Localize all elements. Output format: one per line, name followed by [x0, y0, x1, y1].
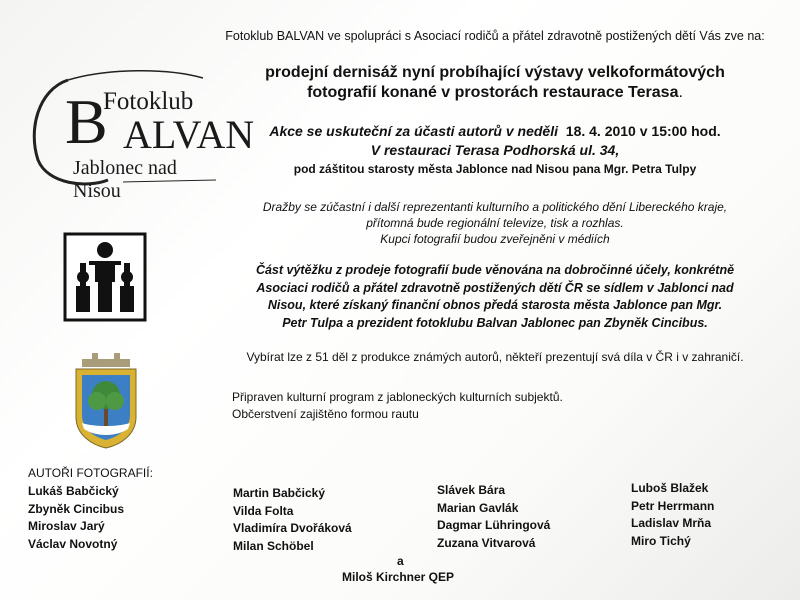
- event-date-line: [215, 123, 775, 139]
- charity-line-1: Část výtěžku z prodeje fotografií bude věnována na dobročinné účely, konkrétně: [255, 263, 735, 277]
- author-name: Dagmar Lühringová: [437, 518, 551, 532]
- author-name: Martin Babčický: [233, 486, 326, 500]
- logo-big-letter: B: [65, 86, 108, 157]
- author-name-last: Miloš Kirchner QEP: [342, 570, 455, 584]
- author-name: Václav Novotný: [28, 536, 118, 551]
- author-name: Miro Tichý: [631, 533, 691, 548]
- auction-info: [215, 199, 775, 247]
- selection-info: Vybírat lze z 51 děl z produkce známých autorů, někteří prezentují svá díla v ČR i v zahraničí.: [246, 350, 744, 364]
- author-name: Marian Gavlák: [437, 500, 519, 515]
- authors-column-2: [233, 485, 352, 555]
- fotoklub-balvan-logo: [28, 60, 255, 202]
- event-venue: V restauraci Terasa Podhorská ul. 34,: [370, 142, 620, 158]
- authors-column-4: [631, 480, 714, 550]
- author-name: Vilda Folta: [233, 503, 294, 518]
- event-patronage: pod záštitou starosty města Jablonce nad Nisou pana Mgr. Petra Tulpy: [293, 162, 697, 176]
- charity-line-3: Nisou, které získaný finanční obnos předá starosta města Jablonce pan Mgr.: [267, 298, 723, 312]
- authors-title: AUTOŘI FOTOGRAFIÍ:: [28, 466, 153, 480]
- authors-and: a: [397, 554, 404, 568]
- author-name: Slávek Bára: [437, 483, 506, 497]
- author-name: Petr Herrmann: [631, 498, 715, 513]
- auction-line-3: Kupci fotografií budou zveřejněni v médiích: [380, 232, 610, 246]
- author-name: Zbyněk Cincibus: [28, 501, 125, 516]
- author-name: Miroslav Jarý: [28, 519, 105, 533]
- family-association-icon: [63, 232, 147, 322]
- logo-city: Jablonec nad Nisou: [73, 157, 177, 202]
- program-info: [232, 389, 752, 423]
- headline-line-1: prodejní dernisáž nyní probíhající výstavy velkoformátových: [265, 64, 725, 81]
- event-date: 18. 4. 2010 v 15:00 hod.: [565, 123, 721, 139]
- charity-line-2: Asociaci rodičů a přátel zdravotně postižených dětí ČR se sídlem v Jablonci nad: [256, 280, 734, 295]
- auction-line-2: přítomná bude regionální televize, tisk a rozhlas.: [366, 216, 624, 230]
- authors-column-3: [437, 482, 550, 552]
- headline-line-2: fotografií konané v prostorách restaurace Terasa.: [307, 84, 683, 101]
- authors-column-1: [28, 483, 124, 553]
- jablonec-crest-icon: [70, 353, 142, 449]
- organizer-header: Fotoklub BALVAN ve spolupráci s Asociací rodičů a přátel zdravotně postižených dětí Vás zve na:: [225, 29, 765, 43]
- refreshment-line: Občerstvení zajištěno formou rautu: [232, 407, 419, 421]
- logo-alvan: ALVAN: [123, 112, 255, 157]
- charity-line-4: Petr Tulpa a prezident fotoklubu Balvan Jablonec pan Zbyněk Cincibus.: [282, 315, 708, 330]
- charity-info: [215, 262, 775, 332]
- auction-line-1: Dražby se zúčastní i další reprezentanti kulturního a politického dění Libereckého kraje,: [262, 200, 728, 214]
- author-name: Milan Schöbel: [233, 538, 314, 553]
- author-name: Ladislav Mrňa: [631, 516, 712, 530]
- author-name: Luboš Blažek: [631, 481, 709, 495]
- author-name: Vladimíra Dvořáková: [233, 521, 352, 535]
- author-name: Zuzana Vitvarová: [437, 535, 536, 550]
- event-headline: [215, 63, 775, 103]
- logo-fotoklub: Fotoklub: [103, 88, 194, 115]
- program-line: Připraven kulturní program z jabloneckých kulturních subjektů.: [232, 390, 563, 404]
- author-name: Lukáš Babčický: [28, 484, 119, 498]
- event-intro: Akce se uskuteční za účasti autorů v neděli: [269, 123, 558, 139]
